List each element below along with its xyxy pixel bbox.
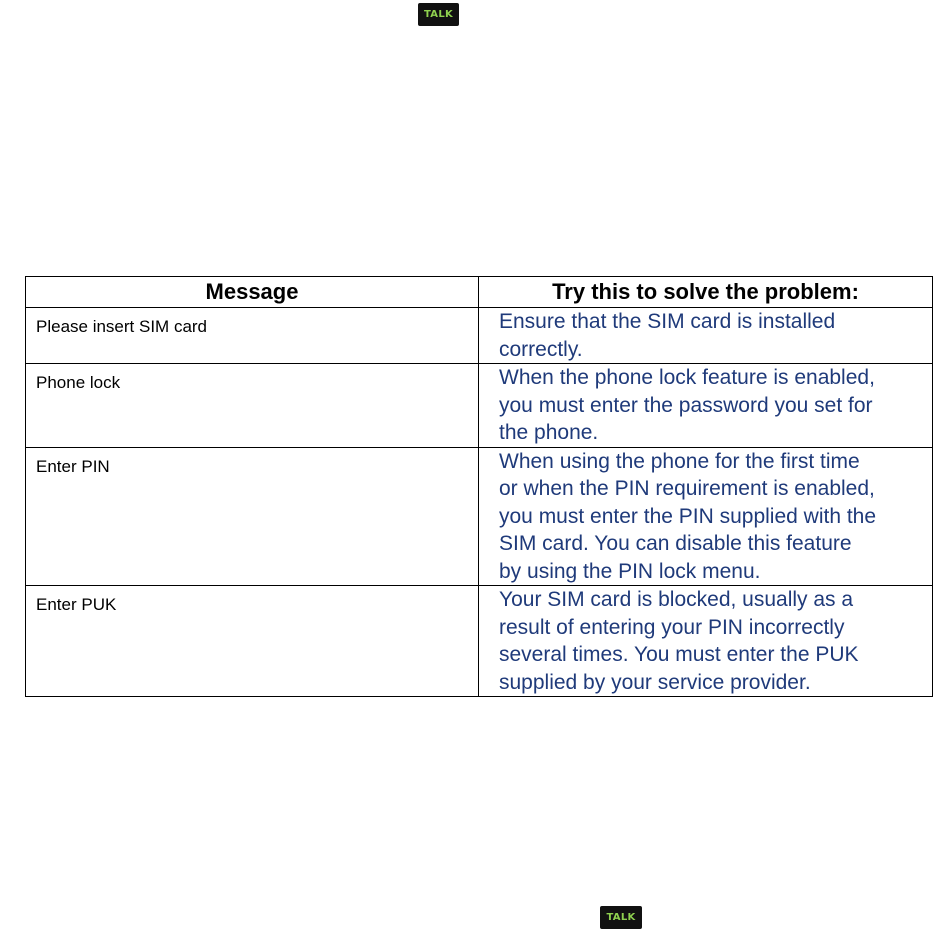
table-header-row xyxy=(26,277,933,308)
message-column-header: Message xyxy=(26,277,479,308)
message-cell: Enter PIN xyxy=(26,447,479,586)
solution-cell: When the phone lock feature is enabled, you must enter the password you set for the phone. xyxy=(479,364,933,448)
message-cell: Phone lock xyxy=(26,364,479,448)
table-row xyxy=(26,586,933,697)
table-row xyxy=(26,447,933,586)
solution-cell: When using the phone for the first time or when the PIN requirement is enabled, you must enter the PIN supplied with the SIM card. You can disable this feature by using the PIN lock menu. xyxy=(479,447,933,586)
message-cell: Please insert SIM card xyxy=(26,308,479,364)
talk-key-icon: TALK xyxy=(418,3,459,26)
solution-cell: Your SIM card is blocked, usually as a result of entering your PIN incorrectly several times. You must enter the PUK supplied by your service provider. xyxy=(479,586,933,697)
solution-column-header: Try this to solve the problem: xyxy=(479,277,933,308)
table-row xyxy=(26,364,933,448)
talk-key-icon: TALK xyxy=(600,906,642,929)
solution-cell: Ensure that the SIM card is installed correctly. xyxy=(479,308,933,364)
troubleshooting-table xyxy=(25,276,933,697)
table-row xyxy=(26,308,933,364)
message-cell: Enter PUK xyxy=(26,586,479,697)
